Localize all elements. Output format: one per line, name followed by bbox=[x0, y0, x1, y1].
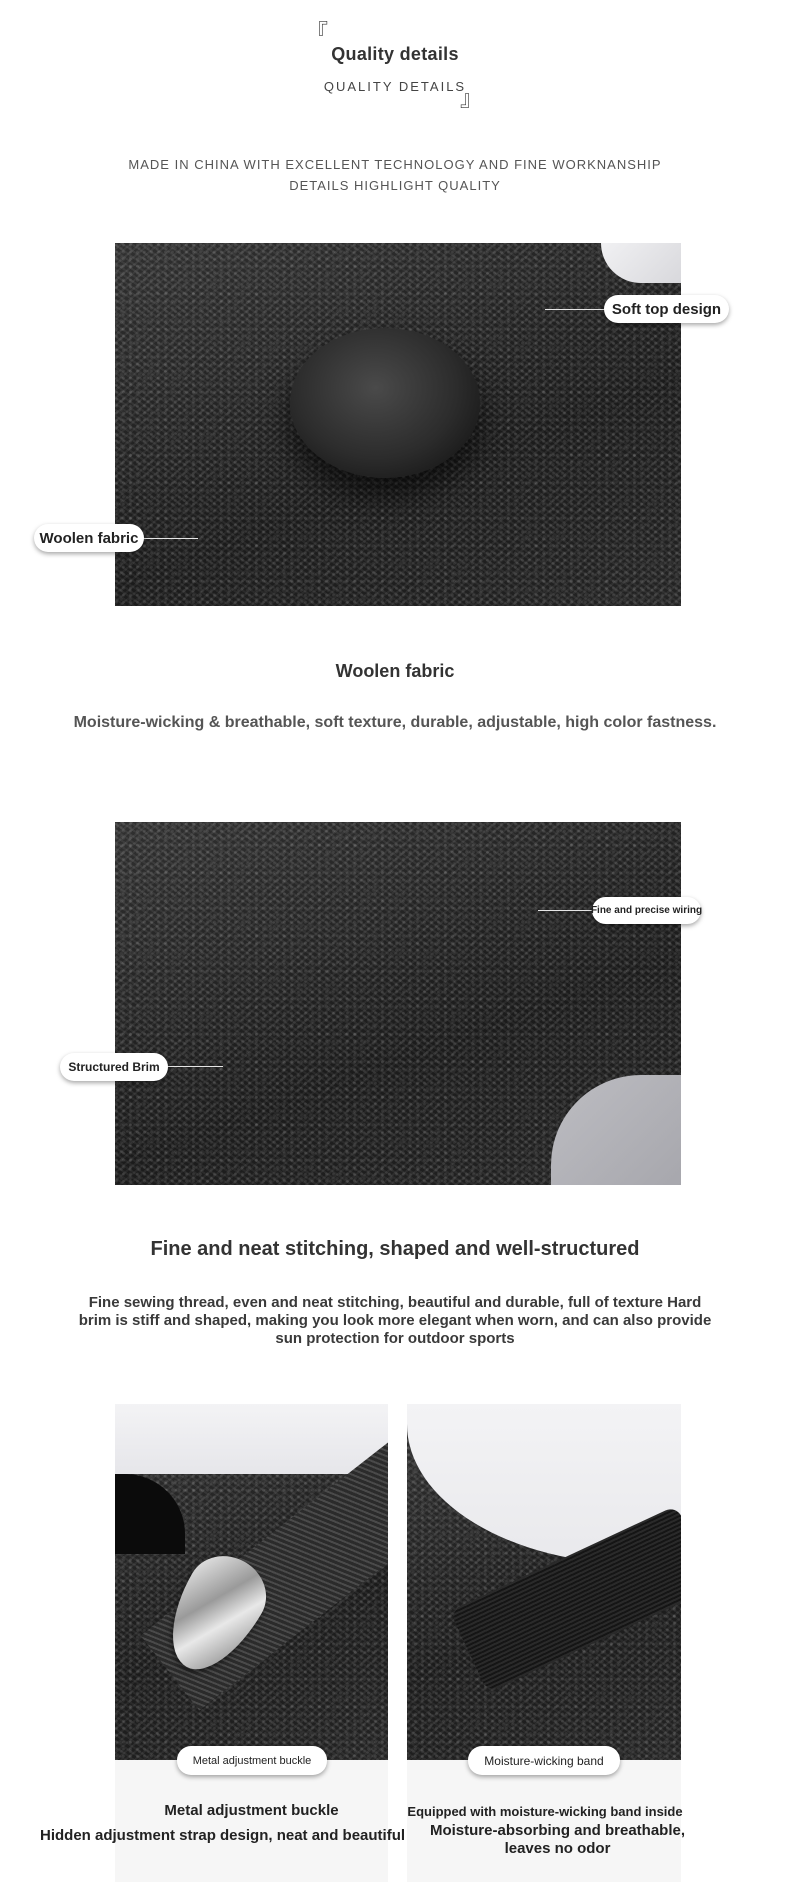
open-bracket: 『 bbox=[306, 21, 329, 46]
tagline-line1: MADE IN CHINA WITH EXCELLENT TECHNOLOGY AND FINE WORKNANSHIP bbox=[128, 157, 662, 172]
caption-panel-left bbox=[115, 1760, 388, 1882]
leader-line bbox=[165, 1066, 223, 1067]
section-text-woolen-fabric: Moisture-wicking & breathable, soft texture, durable, adjustable, high color fastness. bbox=[73, 714, 717, 731]
leader-line bbox=[538, 910, 594, 911]
caption-title-metal-buckle: Metal adjustment buckle bbox=[164, 1802, 339, 1819]
metal-buckle-image bbox=[115, 1404, 388, 1760]
section-header-title: Quality details bbox=[331, 44, 459, 64]
section-title-woolen-fabric: Woolen fabric bbox=[335, 661, 455, 681]
section-text-stitching: Fine sewing thread, even and neat stitching, beautiful and durable, full of texture Hard brim is stiff and shaped, making you look more elegant when worn, and can also provide sun protection for outdoor sports bbox=[78, 1294, 712, 1347]
pill-moisture-band: Moisture-wicking band bbox=[468, 1746, 620, 1775]
sweatband-image bbox=[407, 1404, 681, 1760]
close-bracket: 』 bbox=[460, 87, 483, 112]
tagline bbox=[0, 154, 790, 196]
brim-fabric-image bbox=[115, 822, 681, 1185]
caption-panel-right bbox=[407, 1760, 681, 1882]
caption-text-metal-buckle: Hidden adjustment strap design, neat and beautiful bbox=[40, 1827, 406, 1844]
leader-line bbox=[545, 309, 605, 310]
callout-fine-precise-wiring: Fine and precise wiring bbox=[592, 897, 701, 924]
woolen-fabric-image bbox=[115, 243, 681, 606]
background-corner bbox=[601, 243, 681, 283]
leader-line bbox=[140, 538, 198, 539]
background-corner bbox=[551, 1075, 681, 1185]
section-title-stitching: Fine and neat stitching, shaped and well-structured bbox=[150, 1238, 640, 1260]
shadow-area bbox=[115, 1474, 185, 1554]
pill-metal-buckle: Metal adjustment buckle bbox=[177, 1746, 327, 1775]
caption-text-moisture-band: Moisture-absorbing and breathable, leaves no odor bbox=[429, 1822, 686, 1857]
cap-button-top bbox=[290, 328, 480, 478]
callout-woolen-fabric: Woolen fabric bbox=[34, 524, 144, 552]
callout-soft-top-design: Soft top design bbox=[604, 295, 729, 323]
background-top bbox=[115, 1404, 388, 1474]
tagline-line2: DETAILS HIGHLIGHT QUALITY bbox=[289, 178, 501, 193]
caption-title-moisture-band: Equipped with moisture-wicking band inside bbox=[407, 1804, 683, 1819]
section-header-subtitle: QUALITY DETAILS bbox=[323, 79, 467, 94]
adjustment-strap bbox=[141, 1432, 388, 1710]
callout-structured-brim: Structured Brim bbox=[60, 1053, 168, 1081]
